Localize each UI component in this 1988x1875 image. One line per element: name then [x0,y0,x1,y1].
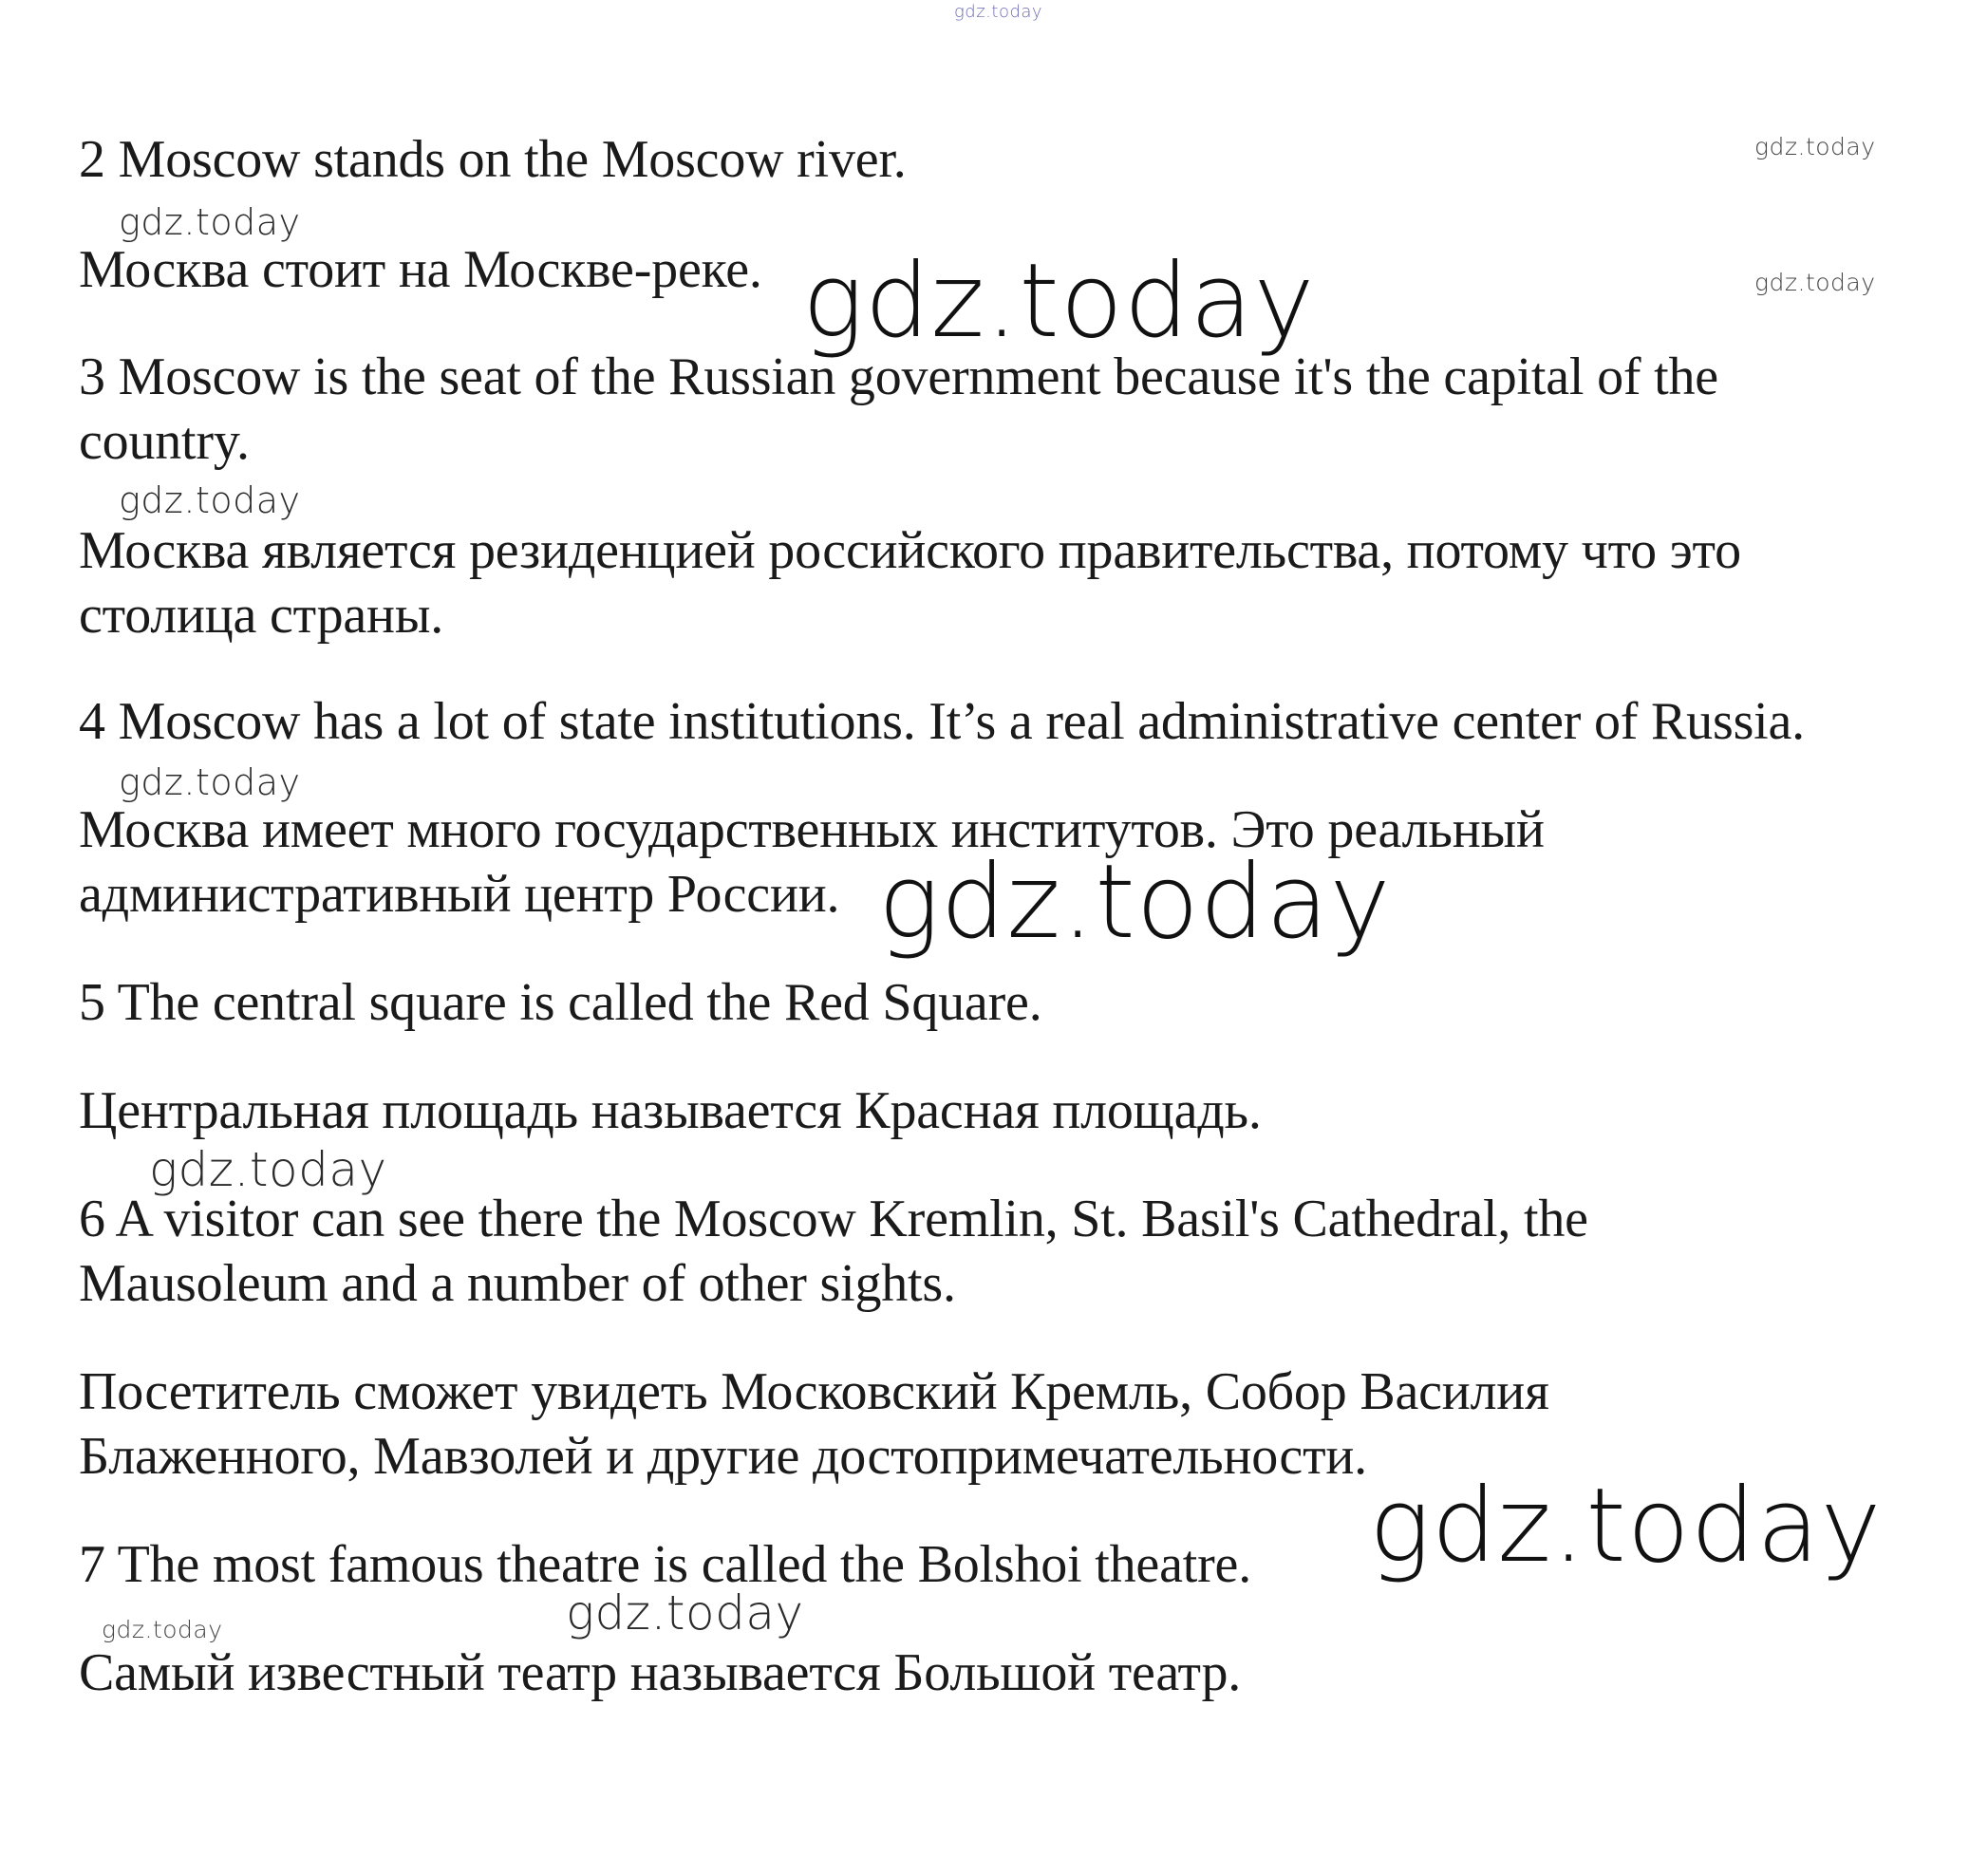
watermark-2: gdz.today [119,479,301,521]
paragraph-5-english: 5 The central square is called the Red Square. [79,973,1042,1032]
paragraph-7-english: 7 The most famous theatre is called the Bolshoi theatre. [79,1535,1251,1594]
paragraph-3-english: 3 Moscow is the seat of the Russian government because it's the capital of the country. [79,347,1718,471]
watermark-large-2: gdz.today [878,843,1392,962]
watermark-small-right-1: gdz.today [1754,133,1876,160]
paragraph-6-english: 6 A visitor can see there the Moscow Kremlin, St. Basil's Cathedral, the Mausoleum and a number of other sights. [79,1190,1588,1313]
watermark-top: gdz.today [954,2,1043,22]
paragraph-4-english: 4 Moscow has a lot of state institutions. It’s a real administrative center of Russia. [79,692,1805,751]
watermark-small-right-2: gdz.today [1754,269,1876,296]
watermark-large-3: gdz.today [1369,1467,1883,1585]
paragraph-7-russian: Самый известный театр называется Большой театр. [79,1643,1242,1702]
watermark-3: gdz.today [119,761,301,803]
watermark-6: gdz.today [102,1616,223,1643]
watermark-large-1: gdz.today [802,242,1316,361]
watermark-1: gdz.today [119,201,301,243]
paragraph-2-english: 2 Moscow stands on the Moscow river. [79,130,907,189]
paragraph-2-russian: Москва стоит на Москве-реке. [79,240,762,299]
paragraph-3-russian: Москва является резиденцией российского правительства, потому что это столица страны. [79,521,1741,645]
paragraph-6-russian: Посетитель сможет увидеть Московский Кремль, Собор Василия Блаженного, Мавзолей и другие достопримечательности. [79,1362,1549,1486]
watermark-5: gdz.today [566,1585,804,1641]
watermark-4: gdz.today [149,1142,387,1197]
paragraph-4-russian: Москва имеет много государственных институтов. Это реальный административный центр России. [79,800,1545,924]
paragraph-5-russian: Центральная площадь называется Красная площадь. [79,1081,1262,1140]
